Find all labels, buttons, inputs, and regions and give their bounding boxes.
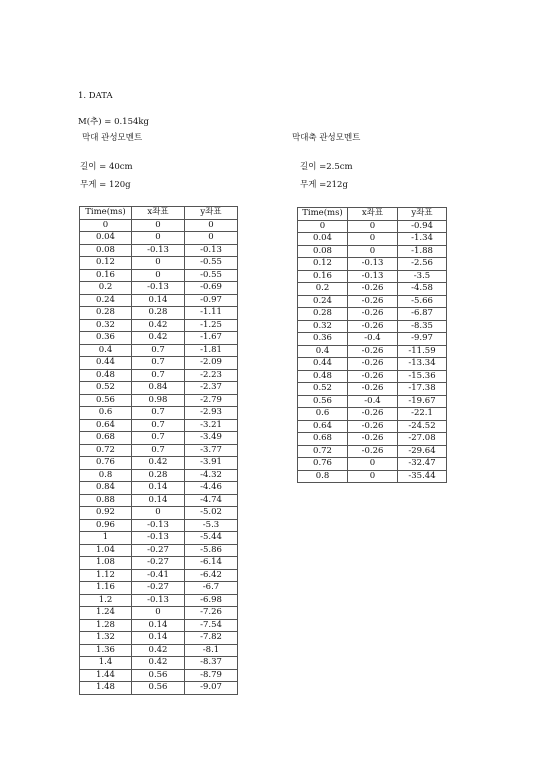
cell-x: 0.14 (132, 294, 185, 307)
cell-x: 0.7 (132, 444, 185, 457)
cell-time: 0.08 (298, 245, 348, 258)
table-row (298, 458, 447, 471)
table-row (80, 282, 238, 295)
cell-time: 0 (80, 219, 132, 232)
cell-y: -8.79 (185, 669, 238, 682)
table-row (80, 294, 238, 307)
cell-y: -4.46 (185, 482, 238, 495)
cell-time: 0.2 (298, 283, 348, 296)
right-section-title: 막대축 관성모멘트 (292, 133, 361, 143)
cell-y: -3.21 (185, 419, 238, 432)
cell-x: -0.27 (132, 582, 185, 595)
cell-x: 0.14 (132, 619, 185, 632)
table-row (80, 257, 238, 270)
cell-time: 0.8 (298, 470, 348, 483)
cell-x: -0.41 (132, 569, 185, 582)
cell-time: 0.96 (80, 519, 132, 532)
cell-time: 0.56 (298, 395, 348, 408)
cell-y: -29.64 (398, 445, 447, 458)
cell-time: 0.24 (298, 295, 348, 308)
cell-time: 1.2 (80, 594, 132, 607)
cell-y: -2.09 (185, 357, 238, 370)
right-weight-label: 무게 =212g (300, 180, 348, 190)
cell-x: 0.14 (132, 482, 185, 495)
table-row (80, 669, 238, 682)
table-row (80, 244, 238, 257)
cell-x: -0.4 (348, 395, 398, 408)
cell-time: 0.76 (298, 458, 348, 471)
cell-time: 0.44 (298, 358, 348, 371)
cell-x: -0.4 (348, 333, 398, 346)
cell-x: -0.13 (132, 244, 185, 257)
cell-y: -3.5 (398, 270, 447, 283)
cell-x: -0.26 (348, 345, 398, 358)
cell-time: 0.56 (80, 394, 132, 407)
cell-y: -27.08 (398, 433, 447, 446)
table-row (80, 307, 238, 320)
cell-time: 0.2 (80, 282, 132, 295)
table-row (80, 219, 238, 232)
table-row (80, 582, 238, 595)
table-row (298, 270, 447, 283)
cell-y: -17.38 (398, 383, 447, 396)
cell-y: -9.97 (398, 333, 447, 346)
cell-time: 0.48 (298, 370, 348, 383)
cell-time: 0.64 (298, 420, 348, 433)
cell-time: 1.08 (80, 557, 132, 570)
table-row (80, 232, 238, 245)
table-row (80, 594, 238, 607)
cell-y: -3.91 (185, 457, 238, 470)
cell-y: -35.44 (398, 470, 447, 483)
cell-time: 1 (80, 532, 132, 545)
cell-y: -3.49 (185, 432, 238, 445)
column-header-x: x좌표 (348, 208, 398, 221)
cell-x: -0.13 (132, 282, 185, 295)
cell-x: 0 (132, 232, 185, 245)
table-row (298, 345, 447, 358)
cell-time: 1.12 (80, 569, 132, 582)
cell-y: -7.54 (185, 619, 238, 632)
table-row (298, 445, 447, 458)
cell-y: -6.87 (398, 308, 447, 321)
cell-y: -2.79 (185, 394, 238, 407)
table-row (298, 245, 447, 258)
cell-x: 0.7 (132, 369, 185, 382)
cell-y: -6.7 (185, 582, 238, 595)
column-header-time: Time(ms) (298, 208, 348, 221)
cell-y: -6.42 (185, 569, 238, 582)
table-row (80, 369, 238, 382)
table-row (80, 619, 238, 632)
cell-time: 0.32 (80, 319, 132, 332)
table-row (80, 332, 238, 345)
table-row (298, 233, 447, 246)
table-row (80, 532, 238, 545)
table-row (80, 644, 238, 657)
cell-x: 0 (132, 257, 185, 270)
cell-x: -0.26 (348, 420, 398, 433)
cell-x: 0.84 (132, 382, 185, 395)
cell-time: 0.04 (298, 233, 348, 246)
cell-y: -15.36 (398, 370, 447, 383)
cell-time: 0.68 (298, 433, 348, 446)
table-row (80, 407, 238, 420)
cell-time: 0.92 (80, 507, 132, 520)
cell-y: -1.25 (185, 319, 238, 332)
table-header-row (298, 208, 447, 221)
cell-y: -5.86 (185, 544, 238, 557)
table-row (298, 295, 447, 308)
cell-x: 0.42 (132, 657, 185, 670)
cell-x: 0.7 (132, 344, 185, 357)
table-row (298, 433, 447, 446)
table-row (80, 482, 238, 495)
cell-time: 0.6 (80, 407, 132, 420)
cell-x: 0.28 (132, 307, 185, 320)
cell-time: 0.48 (80, 369, 132, 382)
table-row (80, 432, 238, 445)
table-row (80, 394, 238, 407)
table-row (80, 344, 238, 357)
cell-time: 0.76 (80, 457, 132, 470)
cell-x: -0.26 (348, 408, 398, 421)
cell-y: -6.14 (185, 557, 238, 570)
table-row (80, 507, 238, 520)
cell-time: 1.44 (80, 669, 132, 682)
cell-time: 0 (298, 220, 348, 233)
table-row (298, 370, 447, 383)
cell-time: 1.28 (80, 619, 132, 632)
cell-x: 0 (348, 470, 398, 483)
cell-y: -4.32 (185, 469, 238, 482)
cell-time: 1.36 (80, 644, 132, 657)
cell-time: 0.52 (298, 383, 348, 396)
cell-time: 0.84 (80, 482, 132, 495)
cell-y: -9.07 (185, 682, 238, 695)
table-row (298, 395, 447, 408)
cell-y: -7.26 (185, 607, 238, 620)
data-table-left (79, 206, 238, 695)
cell-y: -2.23 (185, 369, 238, 382)
cell-x: 0 (348, 220, 398, 233)
cell-y: -1.88 (398, 245, 447, 258)
cell-x: -0.26 (348, 370, 398, 383)
table-row (298, 258, 447, 271)
cell-time: 0.24 (80, 294, 132, 307)
cell-x: 0.7 (132, 419, 185, 432)
cell-y: -2.93 (185, 407, 238, 420)
cell-y: -19.67 (398, 395, 447, 408)
cell-y: -5.02 (185, 507, 238, 520)
cell-x: -0.13 (132, 519, 185, 532)
cell-x: 0 (132, 607, 185, 620)
cell-time: 0.16 (80, 269, 132, 282)
cell-time: 0.64 (80, 419, 132, 432)
cell-time: 0.72 (80, 444, 132, 457)
table-row (80, 682, 238, 695)
cell-y: -0.55 (185, 269, 238, 282)
left-section-title: 막대 관성모멘트 (82, 133, 143, 143)
cell-x: -0.13 (348, 258, 398, 271)
table-row (80, 544, 238, 557)
table-row (298, 320, 447, 333)
cell-x: -0.26 (348, 283, 398, 296)
cell-x: 0 (348, 245, 398, 258)
cell-x: 0.42 (132, 644, 185, 657)
table-row (80, 569, 238, 582)
table-row (80, 269, 238, 282)
cell-y: -22.1 (398, 408, 447, 421)
table-row (80, 419, 238, 432)
cell-x: 0.28 (132, 469, 185, 482)
cell-y: -1.81 (185, 344, 238, 357)
cell-y: -1.34 (398, 233, 447, 246)
cell-y: 0 (185, 232, 238, 245)
table-row (80, 382, 238, 395)
table-row (298, 220, 447, 233)
table-row (298, 333, 447, 346)
cell-y: -0.55 (185, 257, 238, 270)
table-row (298, 358, 447, 371)
cell-time: 0.88 (80, 494, 132, 507)
cell-x: -0.26 (348, 320, 398, 333)
cell-y: -3.77 (185, 444, 238, 457)
cell-y: -5.3 (185, 519, 238, 532)
table-row (80, 557, 238, 570)
table-header-row (80, 207, 238, 220)
table-row (298, 308, 447, 321)
table-row (298, 383, 447, 396)
cell-time: 0.12 (80, 257, 132, 270)
cell-time: 0.6 (298, 408, 348, 421)
cell-y: -8.1 (185, 644, 238, 657)
table-row (80, 607, 238, 620)
cell-y: 0 (185, 219, 238, 232)
cell-x: -0.27 (132, 557, 185, 570)
cell-time: 1.48 (80, 682, 132, 695)
cell-x: -0.26 (348, 358, 398, 371)
cell-time: 0.08 (80, 244, 132, 257)
right-length-label: 길이 =2.5cm (300, 162, 353, 172)
cell-time: 0.28 (298, 308, 348, 321)
cell-x: -0.27 (132, 544, 185, 557)
cell-y: -8.37 (185, 657, 238, 670)
cell-time: 0.04 (80, 232, 132, 245)
cell-time: 0.44 (80, 357, 132, 370)
table-row (80, 494, 238, 507)
table-row (298, 470, 447, 483)
table-row (80, 357, 238, 370)
cell-x: 0 (132, 219, 185, 232)
column-header-time: Time(ms) (80, 207, 132, 220)
cell-y: -24.52 (398, 420, 447, 433)
cell-x: -0.26 (348, 445, 398, 458)
cell-time: 0.8 (80, 469, 132, 482)
cell-y: -2.56 (398, 258, 447, 271)
cell-x: 0.56 (132, 682, 185, 695)
cell-y: -5.66 (398, 295, 447, 308)
cell-y: -2.37 (185, 382, 238, 395)
cell-time: 0.4 (80, 344, 132, 357)
cell-x: 0.7 (132, 357, 185, 370)
cell-time: 0.36 (80, 332, 132, 345)
cell-y: -5.44 (185, 532, 238, 545)
table-row (298, 420, 447, 433)
cell-x: 0.98 (132, 394, 185, 407)
cell-y: -11.59 (398, 345, 447, 358)
cell-x: 0 (348, 233, 398, 246)
table-row (298, 408, 447, 421)
cell-time: 1.04 (80, 544, 132, 557)
left-weight-label: 무게 = 120g (80, 180, 131, 190)
left-length-label: 길이 = 40cm (80, 162, 133, 172)
cell-time: 1.4 (80, 657, 132, 670)
cell-x: 0.14 (132, 632, 185, 645)
cell-x: 0.14 (132, 494, 185, 507)
cell-time: 0.72 (298, 445, 348, 458)
table-row (80, 632, 238, 645)
table-row (80, 319, 238, 332)
cell-time: 0.4 (298, 345, 348, 358)
cell-x: -0.26 (348, 295, 398, 308)
table-row (298, 283, 447, 296)
cell-time: 0.36 (298, 333, 348, 346)
cell-time: 1.16 (80, 582, 132, 595)
cell-x: -0.13 (132, 594, 185, 607)
cell-time: 0.28 (80, 307, 132, 320)
cell-x: 0 (132, 269, 185, 282)
cell-x: 0.42 (132, 332, 185, 345)
cell-y: -6.98 (185, 594, 238, 607)
column-header-y: y좌표 (185, 207, 238, 220)
cell-x: 0.7 (132, 432, 185, 445)
cell-x: -0.26 (348, 383, 398, 396)
cell-x: 0 (132, 507, 185, 520)
cell-time: 0.52 (80, 382, 132, 395)
cell-y: -4.74 (185, 494, 238, 507)
table-row (80, 457, 238, 470)
cell-y: -1.67 (185, 332, 238, 345)
cell-x: -0.13 (348, 270, 398, 283)
cell-time: 1.32 (80, 632, 132, 645)
data-table-right (297, 207, 447, 483)
table-row (80, 519, 238, 532)
cell-time: 0.16 (298, 270, 348, 283)
cell-x: -0.26 (348, 308, 398, 321)
cell-y: -4.58 (398, 283, 447, 296)
mass-label: M(추) = 0.154kg (78, 117, 149, 127)
cell-time: 0.12 (298, 258, 348, 271)
cell-x: 0 (348, 458, 398, 471)
table-row (80, 657, 238, 670)
section-heading: 1. DATA (78, 91, 113, 101)
cell-y: -0.13 (185, 244, 238, 257)
cell-y: -0.69 (185, 282, 238, 295)
column-header-y: y좌표 (398, 208, 447, 221)
table-row (80, 444, 238, 457)
cell-y: -0.97 (185, 294, 238, 307)
cell-x: 0.42 (132, 457, 185, 470)
cell-y: -32.47 (398, 458, 447, 471)
cell-y: -0.94 (398, 220, 447, 233)
cell-x: -0.13 (132, 532, 185, 545)
cell-x: -0.26 (348, 433, 398, 446)
column-header-x: x좌표 (132, 207, 185, 220)
cell-time: 1.24 (80, 607, 132, 620)
cell-x: 0.42 (132, 319, 185, 332)
cell-y: -8.35 (398, 320, 447, 333)
cell-y: -7.82 (185, 632, 238, 645)
cell-y: -13.34 (398, 358, 447, 371)
cell-x: 0.56 (132, 669, 185, 682)
table-row (80, 469, 238, 482)
cell-x: 0.7 (132, 407, 185, 420)
cell-y: -1.11 (185, 307, 238, 320)
cell-time: 0.68 (80, 432, 132, 445)
cell-time: 0.32 (298, 320, 348, 333)
